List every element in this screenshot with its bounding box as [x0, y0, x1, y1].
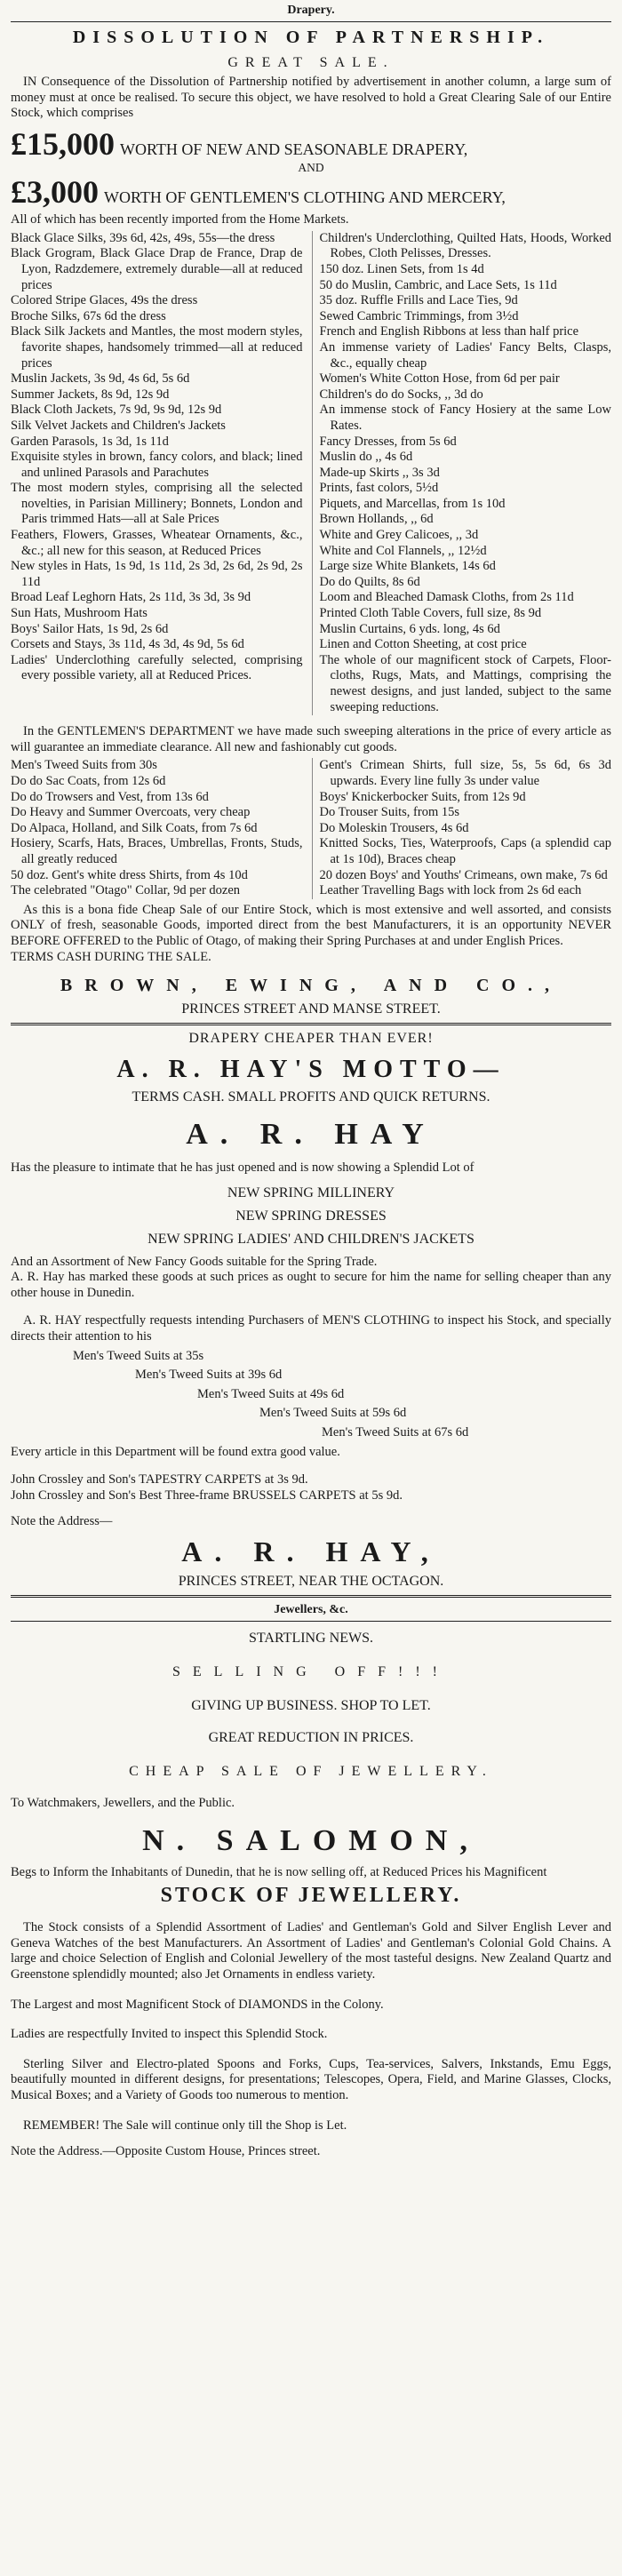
drapery-list-item: Broche Silks, 67s 6d the dress	[11, 308, 166, 323]
drapery-list-item: Exquisite styles in brown, fancy colors, and black; lined and unlined Parasols and Parachutes	[11, 450, 303, 480]
section-heading-drapery: Drapery.	[287, 4, 335, 17]
salomon-address: Note the Address.—Opposite Custom House, Princes street.	[11, 2144, 321, 2159]
drapery-list-item: Large size White Blankets, 14s 6d	[319, 559, 496, 574]
drapery-list-item: White and Grey Calicoes, ,, 3d	[319, 528, 479, 543]
drapery-list-item: Corsets and Stays, 3s 11d, 4s 3d, 4s 9d, 5s 6d	[11, 637, 244, 652]
terms-line: TERMS CASH DURING THE SALE.	[11, 949, 211, 964]
gents-list-item: Do Heavy and Summer Overcoats, very cheap	[11, 805, 251, 820]
drapery-list-item: Muslin Curtains, 6 yds. long, 4s 6d	[319, 621, 500, 636]
drapery-list-item: New styles in Hats, 1s 9d, 1s 11d, 2s 3d, 2s 6d, 2s 9d, 2s 11d	[11, 559, 303, 589]
dissolution-advert	[11, 28, 611, 1017]
drapery-list-item: Children's do do Socks, ,, 3d do	[319, 387, 483, 402]
closing-paragraph: As this is a bona fide Cheap Sale of our Entire Stock, which is most extensive and well assorted, and consists ONLY of fresh, seasonable Goods, imported direct from the best Manufacturers, it is an opportunity NEVER BEFORE OFFERED to the Public of Otago, of making their Spring Purchases at and under English Prices.	[11, 902, 611, 948]
drapery-list-item: Children's Underclothing, Quilted Hats, Hoods, Worked Robes, Cloth Pelisses, Dresses.	[319, 230, 611, 261]
amount-drapery: £15,000	[11, 125, 115, 162]
firm-address: PRINCES STREET AND MANSE STREET.	[181, 1001, 441, 1017]
drapery-list-item: Do do Quilts, 8s 6d	[319, 574, 420, 589]
drapery-list-item: Muslin Jackets, 3s 9d, 4s 6d, 5s 6d	[11, 371, 190, 387]
drapery-list-item: Ladies' Underclothing carefully selected, comprising every possible variety, all at Reduced Prices.	[11, 652, 303, 683]
stock-description: The Stock consists of a Splendid Assortment of Ladies' and Gentleman's Gold and Silver English Lever and Geneva Watches of the best Manufacturers. An Assortment of Ladies' and Gentleman's Colonial Gold Chains. A large and choice Selection of English and Colonial Jewellery of the most tasteful designs. New Zealand Quartz and Greenstone splendidly mounted; also Jet Ornaments in endless variety.	[11, 1920, 611, 1982]
divider	[11, 1595, 611, 1598]
drapery-list-item: Black Cloth Jackets, 7s 9d, 9s 9d, 12s 9d	[11, 403, 222, 418]
great-sale-heading: GREAT SALE.	[227, 55, 395, 70]
intro-paragraph: IN Consequence of the Dissolution of Partnership notified by advertisement in another column, a large sum of money must at once be realised. To secure this object, we have resolved to hold a Great Clearing Sale of our Entire Stock, which comprises	[11, 75, 611, 121]
drapery-list-item: Black Silk Jackets and Mantles, the most modern styles, favorite shapes, handsomely trimmed—all at reduced prices	[11, 324, 303, 371]
hay-suit-price: Men's Tweed Suits at 39s 6d	[135, 1368, 283, 1383]
drapery-list-item: 50 do Muslin, Cambric, and Lace Sets, 1s 11d	[319, 277, 557, 292]
sterling-silver: Sterling Silver and Electro-plated Spoons and Forks, Cups, Tea-services, Salvers, Inkstands, Emu Eggs, beautifully mounted in different designs, for presentations; Telescopes, Opera, Field, and Marine Glasses, Clocks, Musical Boxes; and a Variety of Goods too numerous to mention.	[11, 2056, 611, 2102]
hay-advert	[11, 1031, 611, 1590]
gents-list-item: Boys' Knickerbocker Suits, from 12s 9d	[319, 789, 526, 804]
drapery-list-item: Colored Stripe Glaces, 49s the dress	[11, 293, 198, 308]
drapery-list-item: The most modern styles, comprising all the selected novelties, in Parisian Millinery; Bonnets, London and Paris trimmed Hats—all at Sale Prices	[11, 481, 303, 527]
drapery-list-item: Loom and Bleached Damask Cloths, from 2s 11d	[319, 590, 574, 605]
hay-assortment: And an Assortment of New Fancy Goods suitable for the Spring Trade.	[11, 1254, 378, 1269]
amount-drapery-text: WORTH OF NEW AND SEASONABLE DRAPERY,	[120, 140, 468, 158]
drapery-list-item: Black Glace Silks, 39s 6d, 42s, 49s, 55s—the dress	[11, 230, 275, 245]
drapery-list-item: 35 doz. Ruffle Frills and Lace Ties, 9d	[319, 293, 518, 308]
gents-list-item: Knitted Socks, Ties, Waterproofs, Caps (a splendid cap at 1s 10d), Braces cheap	[319, 836, 611, 866]
drapery-list-item: Broad Leaf Leghorn Hats, 2s 11d, 3s 3d, 3s 9d	[11, 590, 251, 605]
stock-of-jewellery: STOCK OF JEWELLERY.	[160, 1884, 462, 1908]
hay-marked: A. R. Hay has marked these goods at such prices as ought to secure for him the name for selling cheaper than any other house in Dunedin.	[11, 1270, 611, 1300]
imported-note: All of which has been recently imported from the Home Markets.	[11, 212, 349, 227]
drapery-left-column	[11, 231, 303, 715]
gents-list-item: Do do Trowsers and Vest, from 13s 6d	[11, 789, 209, 804]
gents-list-item: Gent's Crimean Shirts, full size, 5s, 5s 6d, 6s 3d upwards. Every line fully 3s under value	[319, 758, 611, 788]
hay-suit-price: Men's Tweed Suits at 35s	[73, 1348, 204, 1363]
gents-list-item: 50 doz. Gent's white dress Shirts, from 4s 10d	[11, 867, 248, 882]
amount-clothing-text: WORTH OF GENTLEMEN'S CLOTHING AND MERCERY,	[104, 188, 506, 207]
cheap-sale: CHEAP SALE OF JEWELLERY.	[129, 1764, 493, 1779]
salomon-begs: Begs to Inform the Inhabitants of Dunedin, that he is now selling off, at Reduced Prices his Magnificent	[11, 1864, 547, 1879]
gents-list-item: 20 dozen Boys' and Youths' Crimeans, own make, 7s 6d	[319, 867, 608, 882]
firm-name: BROWN, EWING, AND CO.,	[60, 976, 562, 996]
divider	[11, 1621, 611, 1622]
drapery-list-item: French and English Ribbons at less than half price	[319, 324, 579, 339]
dissolution-title: DISSOLUTION OF PARTNERSHIP.	[72, 28, 550, 47]
drapery-list-item: 150 doz. Linen Sets, from 1s 4d	[319, 261, 484, 276]
drapery-price-columns	[11, 231, 611, 715]
drapery-list-item: An immense stock of Fancy Hosiery at the same Low Rates.	[319, 403, 611, 433]
hay-suit-price: Men's Tweed Suits at 67s 6d	[322, 1425, 469, 1440]
hay-headline: DRAPERY CHEAPER THAN EVER!	[188, 1031, 434, 1047]
hay-suit-price: Men's Tweed Suits at 59s 6d	[259, 1406, 407, 1421]
drapery-list-item: Women's White Cotton Hose, from 6d per pair	[319, 371, 560, 387]
hay-line-dresses: NEW SPRING DRESSES	[235, 1208, 387, 1224]
hay-name-footer: A. R. HAY,	[181, 1535, 441, 1567]
hay-motto-title: A. R. HAY'S MOTTO—	[116, 1056, 506, 1084]
drapery-list-item: Brown Hollands, ,, 6d	[319, 512, 434, 527]
drapery-list-item: Black Grogram, Black Glace Drap de France, Drap de Lyon, Radzdemere, extremely durable—all at reduced prices	[11, 246, 303, 292]
gents-list-item: Do Moleskin Trousers, 4s 6d	[319, 820, 469, 835]
amount-line-drapery	[11, 127, 611, 161]
gents-left-column	[11, 758, 303, 898]
diamonds-line: The Largest and most Magnificent Stock of DIAMONDS in the Colony.	[11, 1997, 384, 2012]
gents-right-column	[312, 758, 612, 898]
gents-list-item: Do Trouser Suits, from 15s	[319, 805, 460, 820]
hay-suits-list	[11, 1349, 611, 1441]
divider	[11, 21, 611, 22]
hay-pleasure: Has the pleasure to intimate that he has just opened and is now showing a Splendid Lot of	[11, 1160, 474, 1176]
remember-line: REMEMBER! The Sale will continue only till the Shop is Let.	[23, 2117, 347, 2133]
drapery-right-column	[312, 231, 612, 715]
drapery-list-item: Prints, fast colors, 5½d	[319, 481, 439, 496]
drapery-list-item: Piquets, and Marcellas, from 1s 10d	[319, 496, 506, 511]
gents-list-item: Leather Travelling Bags with lock from 2s 6d each	[319, 883, 582, 898]
drapery-list-item: The whole of our magnificent stock of Carpets, Floor-cloths, Rugs, Mats, and Mattings, comprising the newest designs, and just landed, subject to the same sweeping reductions.	[319, 652, 611, 714]
gents-intro: In the GENTLEMEN'S DEPARTMENT we have made such sweeping alterations in the price of every article as will guarantee an immediate clearance. All new and fashionably cut goods.	[11, 724, 611, 754]
hay-note: Note the Address—	[11, 1514, 113, 1529]
selling-off: SELLING OFF!!!	[172, 1664, 450, 1679]
drapery-list-item: Silk Velvet Jackets and Children's Jackets	[11, 418, 226, 433]
gents-list-item: Do do Sac Coats, from 12s 6d	[11, 773, 166, 788]
hay-respect: A. R. HAY respectfully requests intending Purchasers of MEN'S CLOTHING to inspect his Stock, and specially directs their attention to his	[11, 1313, 611, 1344]
salomon-name: N. SALOMON,	[142, 1823, 480, 1857]
drapery-list-item: Feathers, Flowers, Grasses, Wheatear Ornaments, &c., &c.; all new for this season, at Reduced Prices	[11, 528, 303, 558]
gents-price-columns	[11, 758, 611, 898]
drapery-list-item: An immense variety of Ladies' Fancy Belts, Clasps, &c., equally cheap	[319, 339, 611, 371]
drapery-list-item: Sun Hats, Mushroom Hats	[11, 606, 148, 621]
drapery-list-item: Boys' Sailor Hats, 1s 9d, 2s 6d	[11, 621, 169, 636]
divider	[11, 1023, 611, 1025]
drapery-list-item: Fancy Dresses, from 5s 6d	[319, 434, 457, 449]
hay-line-jackets: NEW SPRING LADIES' AND CHILDREN'S JACKETS	[148, 1231, 474, 1247]
and-word: AND	[298, 160, 324, 174]
amount-clothing: £3,000	[11, 174, 99, 211]
ladies-invite: Ladies are respectfully Invited to inspect this Splendid Stock.	[11, 2027, 328, 2042]
drapery-list-item: Sewed Cambric Trimmings, from 3½d	[319, 308, 519, 323]
hay-carpets-brussels: John Crossley and Son's Best Three-frame BRUSSELS CARPETS at 5s 9d.	[11, 1487, 403, 1503]
hay-suit-price: Men's Tweed Suits at 49s 6d	[197, 1386, 345, 1401]
newspaper-page	[11, 0, 611, 2160]
drapery-list-item: Garden Parasols, 1s 3d, 1s 11d	[11, 434, 169, 449]
drapery-list-item: Muslin do ,, 4s 6d	[319, 450, 413, 465]
gents-list-item: The celebrated "Otago" Collar, 9d per dozen	[11, 883, 241, 898]
section-heading-jewellers: Jewellers, &c.	[274, 1603, 348, 1616]
hay-line-millinery: NEW SPRING MILLINERY	[227, 1184, 395, 1200]
amount-line-clothing	[11, 175, 611, 209]
gents-list-item: Hosiery, Scarfs, Hats, Braces, Umbrellas, Fronts, Studs, all greatly reduced	[11, 836, 303, 866]
hay-carpets-tapestry: John Crossley and Son's TAPESTRY CARPETS at 3s 9d.	[11, 1472, 308, 1487]
giving-up: GIVING UP BUSINESS. SHOP TO LET.	[191, 1698, 431, 1713]
hay-motto: TERMS CASH. SMALL PROFITS AND QUICK RETURNS.	[132, 1089, 490, 1105]
to-trade: To Watchmakers, Jewellers, and the Public.	[11, 1796, 235, 1810]
gents-list-item: Do Alpaca, Holland, and Silk Coats, from 7s 6d	[11, 820, 258, 835]
drapery-list-item: Made-up Skirts ,, 3s 3d	[319, 465, 440, 480]
great-reduction: GREAT REDUCTION IN PRICES.	[208, 1730, 414, 1745]
hay-address: PRINCES STREET, NEAR THE OCTAGON.	[178, 1574, 444, 1589]
salomon-advert	[11, 1631, 611, 2160]
drapery-list-item: White and Col Flannels, ,, 12½d	[319, 543, 487, 558]
startling-news: STARTLING NEWS.	[249, 1631, 373, 1646]
hay-value: Every article in this Department will be found extra good value.	[11, 1444, 340, 1459]
drapery-list-item: Printed Cloth Table Covers, full size, 8s 9d	[319, 606, 542, 621]
gents-list-item: Men's Tweed Suits from 30s	[11, 758, 157, 773]
drapery-list-item: Linen and Cotton Sheeting, at cost price	[319, 637, 527, 652]
drapery-list-item: Summer Jackets, 8s 9d, 12s 9d	[11, 387, 170, 402]
hay-name: A. R. HAY	[186, 1118, 436, 1152]
